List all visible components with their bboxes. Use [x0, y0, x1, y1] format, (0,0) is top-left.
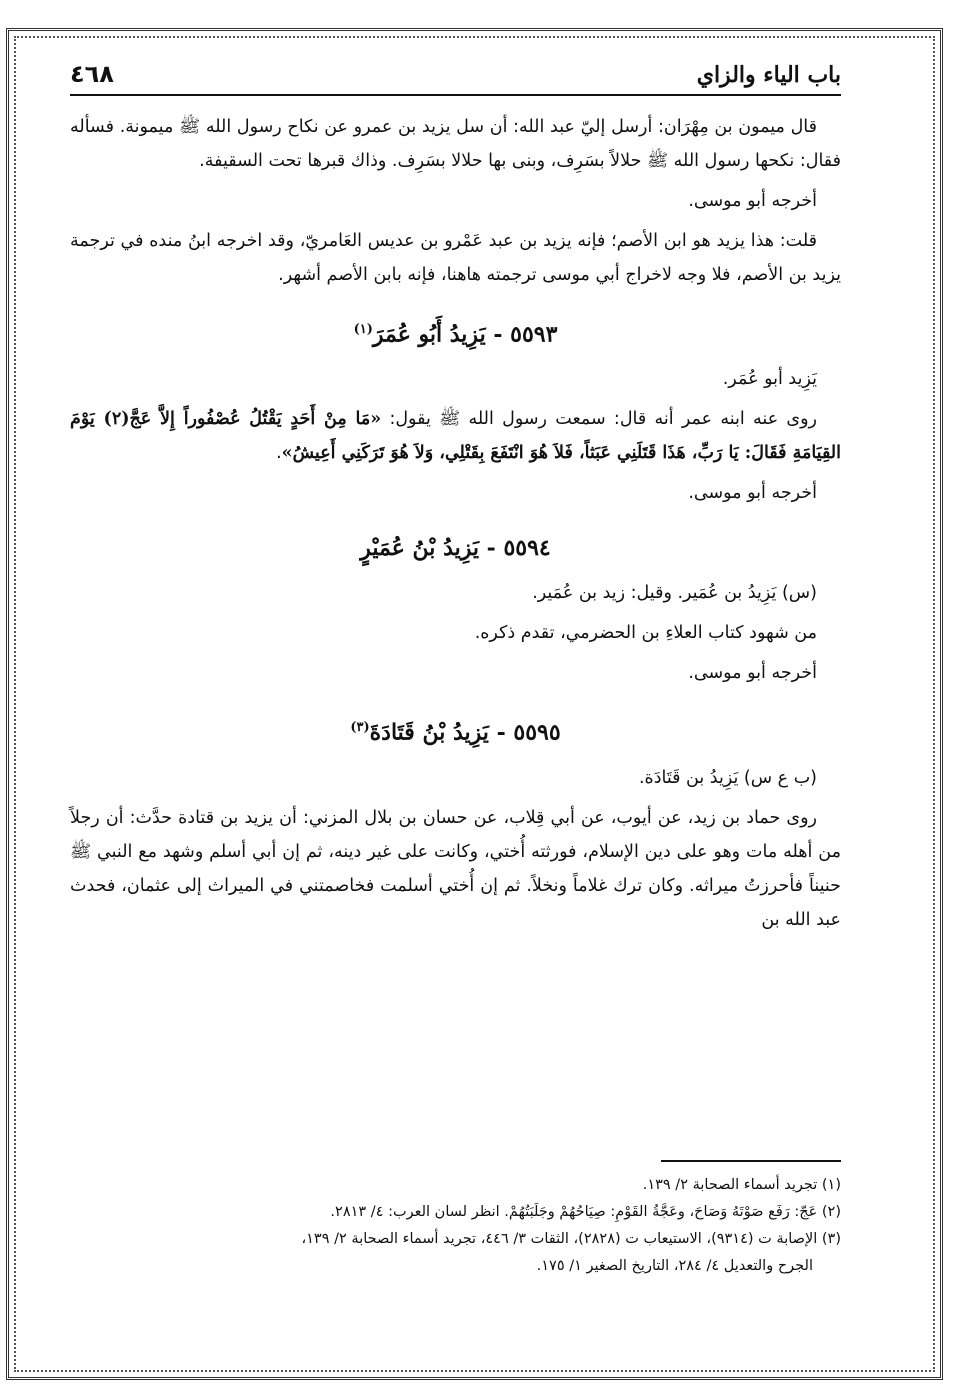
period: . [276, 443, 282, 464]
narration-intro: روى عنه ابنه عمر أنه قال: سمعت رسول الله ﷺ يقول: [381, 409, 818, 430]
page-number: ٤٦٨ [70, 60, 114, 88]
footnote-marker: (١) [353, 322, 373, 337]
paragraph: روى حماد بن زيد، عن أيوب، عن أبي قِلاب، عن حسان بن بلال المزني: أن يزيد بن قتادة حدَّث: أن رجلاً من أهله مات وهو على دين الإسلام، فورثته أُختي، وكانت على غير دينه، ثم إن أبي أسلم وشهد مع النبي ﷺ حنيناً فأحرزتُ ميراثه. وكان ترك غلاماً ونخلاً. ثم إن أُختي أسلمت فخاصمتني في الميراث إلى عثمان، فحدث عبد الله بن [70, 807, 841, 930]
paragraph: (س) يَزِيدُ بن عُمَير. وقيل: زيد بن عُمَير. [532, 583, 817, 604]
footnote-rule [661, 1160, 841, 1162]
entry-title-text: ٥٥٩٥ - يَزِيدُ بْنُ قَتَادَةَ [369, 719, 561, 746]
paragraph: أخرجه أبو موسى. [688, 191, 817, 211]
entry-title-text: ٥٥٩٣ - يَزِيدُ أَبُو عُمَرَ [372, 321, 558, 348]
entry-title-text: ٥٥٩٤ - يَزِيدُ بْنُ عُمَيْرٍ [360, 535, 551, 562]
paragraph: قال ميمون بن مِهْرَان: أرسل إليّ عبد الله: أن سل يزيد بن عمرو عن نكاح رسول الله ﷺ ميمونة. فسأله فقال: نكحها رسول الله ﷺ حلالاً بسَرِف، وبنى بها حلالا بسَرِف. وذاك قبرها تحت السقيفة. [70, 117, 841, 171]
paragraph: قلت: هذا يزيد هو ابن الأصم؛ فإنه يزيد بن عبد عَمْرو بن عديس العَامريّ، وقد اخرجه ابنُ منده في ترجمة يزيد بن الأصم، فلا وجه لاخراج أبي موسى ترجمته هاهنا، فإنه بابن الأصم أشهر. [70, 231, 841, 285]
footnote-1: (١) تجريد أسماء الصحابة ٢/ ١٣٩. [642, 1177, 841, 1193]
footnote-marker: (٣) [350, 720, 370, 736]
hadith-quote: «مَا مِنْ أَحَدٍ يَقْتُلُ عُصْفُوراً إِلاَّ عَجَّ(٢) يَوْمَ القِيَامَةِ فَقَالَ: يَا رَبِّ، هَذَا قَتَلَنِي عَبَثاً، فَلاَ هُوَ انْتَفَعَ بِقَتْلِي، وَلاَ هُوَ تَرَكَنِي أَعِيشُ» [70, 409, 841, 464]
paragraph [70, 402, 841, 470]
paragraph: يَزِيد أبو عُمَر. [722, 369, 817, 390]
footnote-2: (٢) عَجّ: رَفَع صَوْتَهُ وَصَاحَ، وعَجَّةُ القَوْمِ: صِيَاحُهُمْ وجَلَبَتُهُمْ. انظر لسان العرب: ٤/ ٢٨١٣. [330, 1204, 841, 1220]
running-head [70, 60, 841, 96]
entry-title-5595 [70, 710, 841, 750]
entry-title-5593 [70, 312, 841, 352]
footnotes [70, 1160, 841, 1280]
paragraph: من شهود كتاب العلاءِ بن الحضرمي، تقدم ذكره. [474, 623, 817, 644]
chapter-title: باب الياء والزاي [696, 62, 841, 88]
entry-title-5594 [70, 530, 841, 566]
footnote-3-continued: الجرح والتعديل ٤/ ٢٨٤، التاريخ الصغير ١/ ١٧٥. [536, 1258, 813, 1274]
page-content [70, 60, 841, 943]
paragraph: (ب ع س) يَزِيدُ بن قَتَادَة. [638, 767, 817, 788]
paragraph: أخرجه أبو موسى. [688, 663, 817, 684]
paragraph: أخرجه أبو موسى. [688, 483, 817, 504]
footnote-3: (٣) الإصابة ت (٩٣١٤)، الاستيعاب ت (٢٨٢٨)، الثقات ٣/ ٤٤٦، تجريد أسماء الصحابة ٢/ ١٣٩، [301, 1231, 841, 1247]
